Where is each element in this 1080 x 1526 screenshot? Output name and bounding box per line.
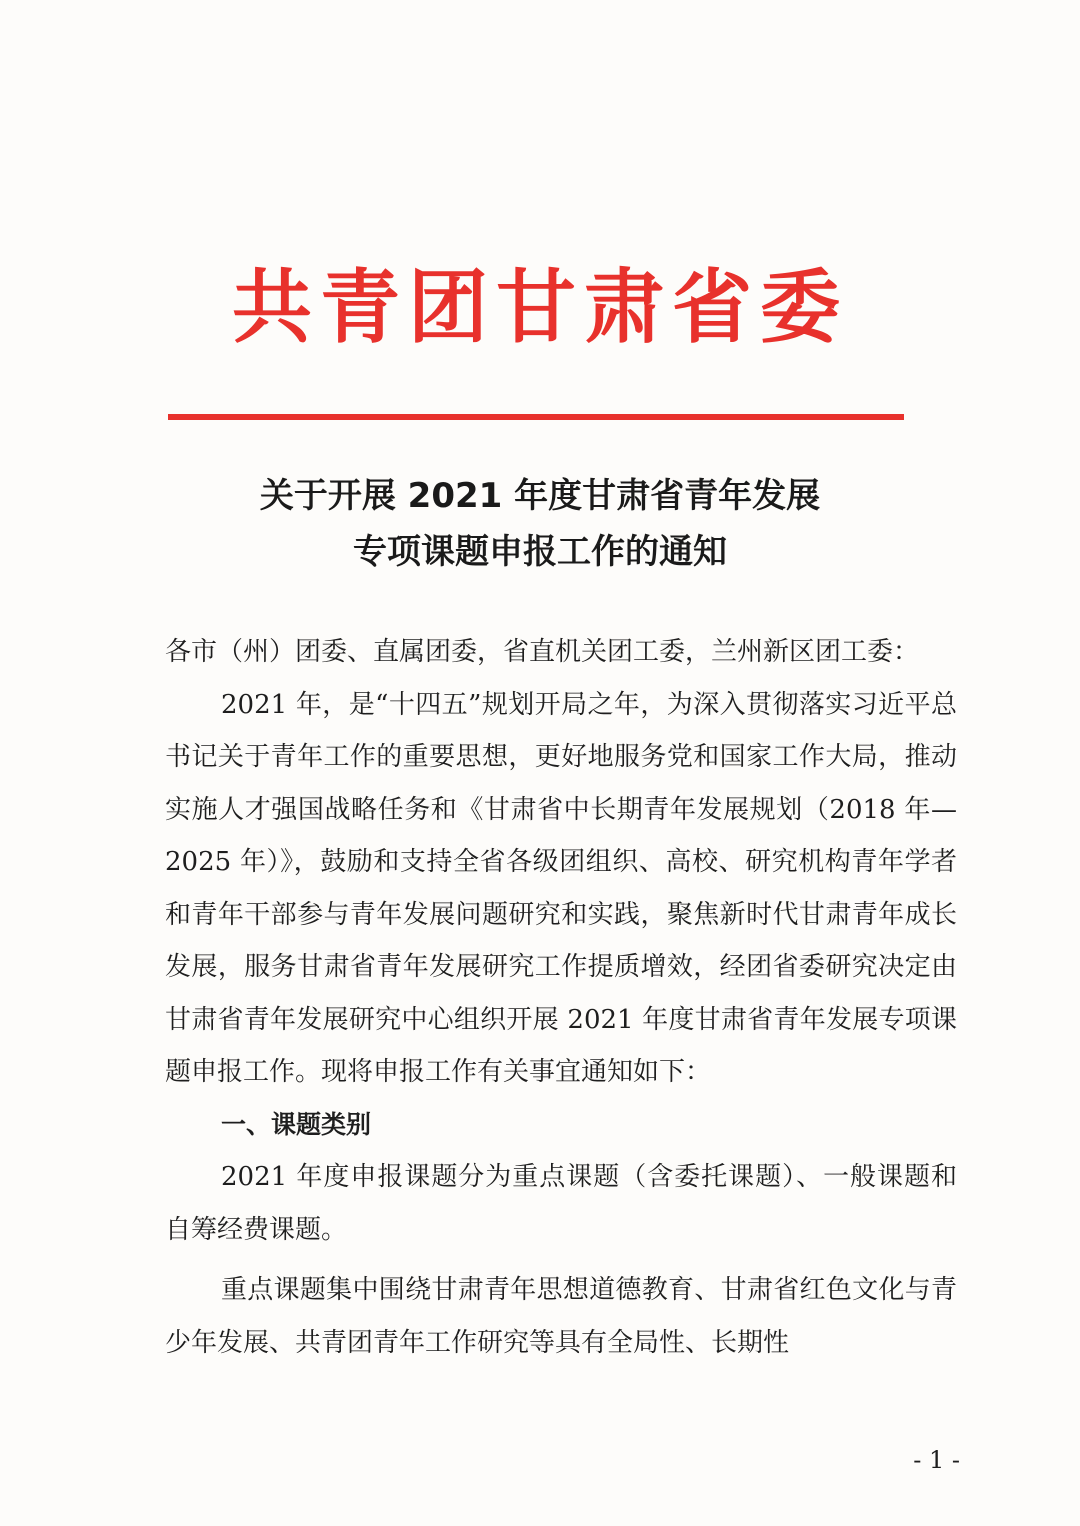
- document-body: [165, 626, 957, 1369]
- document-title-line-2: 专项课题申报工作的通知: [353, 532, 727, 572]
- red-divider-rule: [168, 414, 904, 420]
- body-paragraph-2: 2021 年度申报课题分为重点课题（含委托课题）、一般课题和自筹经费课题。: [165, 1162, 957, 1245]
- letterhead-issuer: 共青团甘肃省委: [232, 261, 848, 354]
- page-number: - 1 -: [913, 1446, 960, 1474]
- section-heading-1: 一、课题类别: [221, 1109, 372, 1139]
- body-paragraph-3: 重点课题集中围绕甘肃青年思想道德教育、甘肃省红色文化与青少年发展、共青团青年工作研究等具有全局性、长期性: [165, 1275, 957, 1358]
- salutation: 各市（州）团委、直属团委，省直机关团工委，兰州新区团工委：: [165, 637, 920, 667]
- document-title-line-1: 关于开展 2021 年度甘肃省青年发展: [259, 476, 821, 516]
- document-title: [160, 468, 920, 580]
- body-paragraph-1: 2021 年，是“十四五”规划开局之年，为深入贯彻落实习近平总书记关于青年工作的重要思想，更好地服务党和国家工作大局，推动实施人才强国战略任务和《甘肃省中长期青年发展规划（2018 年—2025 年）》，鼓励和支持全省各级团组织、高校、研究机构青年学者和青年干部参与青年发展问题研究和实践，聚焦新时代甘肃青年成长发展，服务甘肃省青年发展研究工作提质增效，经团省委研究决定由甘肃省青年发展研究中心组织开展 2021 年度甘肃省青年发展专项课题申报工作。现将申报工作有关事宜通知如下：: [165, 689, 957, 1087]
- paragraph-gap: [165, 1256, 957, 1264]
